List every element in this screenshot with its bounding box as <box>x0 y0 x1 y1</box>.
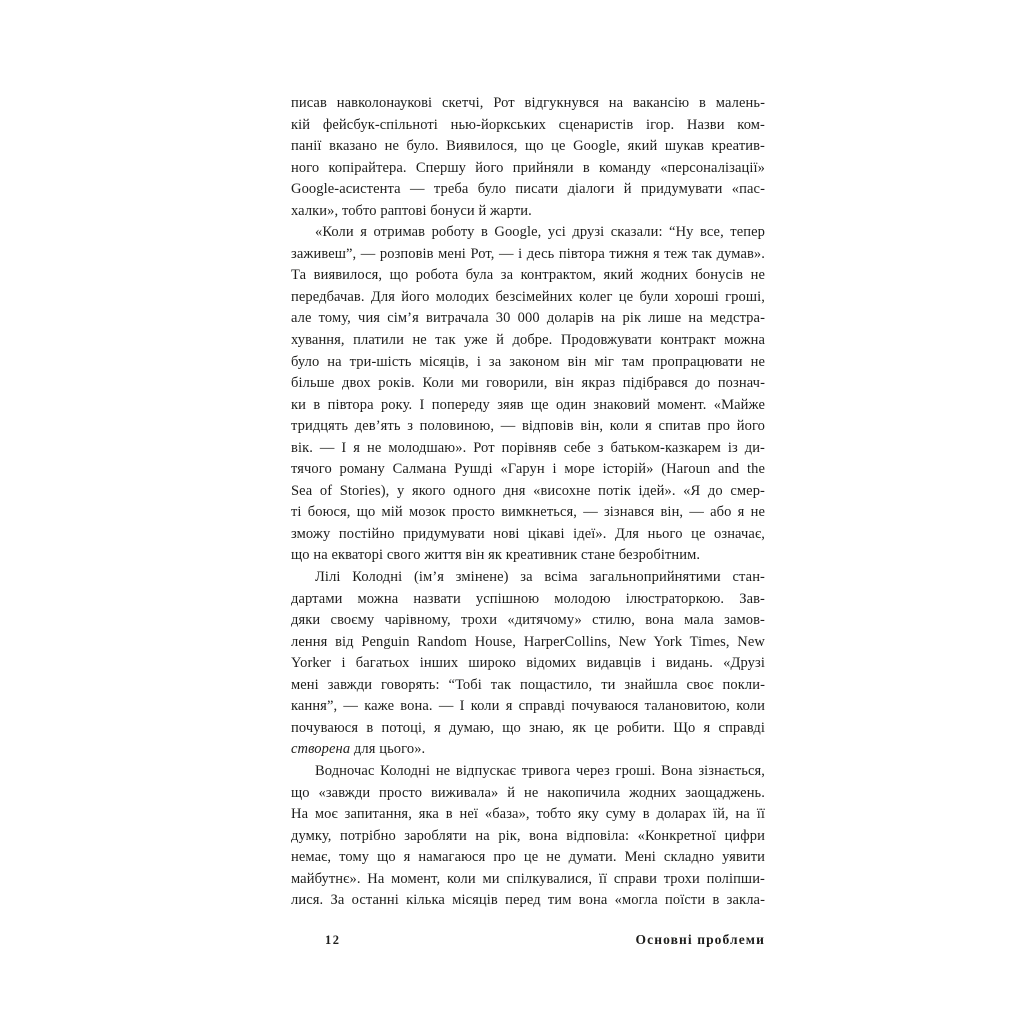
text-line: що на екваторі свого життя він як креативник стане безробітним. <box>291 547 701 564</box>
text-line: передбачав. Для його молодих безсімейних колег це були хороші гроші, <box>291 288 765 305</box>
text-line: лення від Penguin Random House, HarperCollins, New York Times, New <box>291 633 765 650</box>
text-line: було на три-шість місяців, і за законом він міг там пропрацювати не <box>291 353 765 370</box>
text-line: майбутнє». На момент, коли ми спілкувалися, її справи трохи поліпши- <box>291 870 765 887</box>
text-line: панії вказано не було. Виявилося, що це Google, який шукав креатив- <box>291 138 765 155</box>
italic-text-segment: створена <box>291 741 351 758</box>
page-number: 12 <box>325 933 341 947</box>
text-line: лися. За останні кілька місяців перед тим вона «могла поїсти в закла- <box>291 892 765 909</box>
text-line: заживеш”, — розповів мені Рот, — і десь півтора тижня я теж так думав». <box>291 245 765 262</box>
text-line: Та виявилося, що робота була за контрактом, який жодних бонусів не <box>291 267 765 284</box>
text-line: зможу постійно придумувати нові цікаві ідеї». Для нього це означає, <box>291 525 765 542</box>
body-text <box>291 93 765 912</box>
text-segment: для цього». <box>350 741 426 758</box>
text-line: дартами можна назвати успішною молодою ілюстраторкою. Зав- <box>291 590 765 607</box>
text-line: кій фейсбук-спільноті нью-йоркських сценаристів ігор. Назви ком- <box>291 116 765 133</box>
text-line: писав навколонаукові скетчі, Рот відгукнувся на вакансію в малень- <box>291 95 765 111</box>
page-footer <box>291 932 765 948</box>
text-line: На моє запитання, яка в неї «база», тобто яку суму в доларах їй, на її <box>291 806 765 823</box>
text-line: ного копірайтера. Спершу його прийняли в команду «персоналізації» <box>291 159 765 176</box>
text-line: що «завжди просто виживала» й не накопичила жодних заощаджень. <box>291 784 765 801</box>
text-line: ки в півтора року. І попереду зяяв ще один знаковий момент. «Майже <box>291 396 765 413</box>
text-line: тридцять дев’ять з половиною, — відповів він, коли я спитав про його <box>291 418 765 435</box>
text-line: немає, тому що я намагаюся про це не думати. Мені складно уявити <box>291 849 765 866</box>
text-line: але тому, чия сім’я витрачала 30 000 доларів на рік лише на медстра- <box>291 310 765 327</box>
text-line: ті боюся, що мій мозок просто вимкнеться, — зізнався він, — або я не <box>291 504 765 521</box>
text-line: кання”, — каже вона. — І коли я справді почуваюся талановитою, коли <box>291 698 765 715</box>
text-line: Google-асистента — треба було писати діалоги й придумувати «пас- <box>291 181 765 198</box>
text-line: тячого роману Салмана Рушді «Гарун і море історій» (Haroun and the <box>291 461 765 478</box>
text-line: «Коли я отримав роботу в Google, усі друзі сказали: “Ну все, тепер <box>315 224 765 241</box>
text-line: почуваюся в потоці, я думаю, що знаю, як це робити. Що я справді <box>291 719 765 736</box>
text-line: Yorker і багатьох інших широко відомих видавців і видань. «Друзі <box>291 655 765 672</box>
text-line: Лілі Колодні (ім’я змінене) за всіма загальноприйнятими стан- <box>315 569 765 586</box>
text-line: халки», тобто раптові бонуси й жарти. <box>291 202 532 219</box>
text-line: вік. — І я не молодшаю». Рот порівняв себе з батьком-казкарем із ди- <box>291 439 765 456</box>
text-line: Sea of Stories), у якого одного дня «висохне потік ідей». «Я до смер- <box>291 482 765 499</box>
text-line: мені завжди говорять: “Тобі так пощастило, ти знайшла своє покли- <box>291 676 765 693</box>
text-line: хування, платили не так уже й добре. Продовжувати контракт можна <box>291 332 765 349</box>
text-line: Водночас Колодні не відпускає тривога через гроші. Вона зізнається, <box>315 762 765 779</box>
text-line: думку, потрібно заробляти на рік, вона відповіла: «Конкретної цифри <box>291 827 765 844</box>
text-line <box>291 739 765 761</box>
text-line: більше двох років. Коли ми говорили, він якраз підібрався до познач- <box>291 375 765 392</box>
text-line: дяки своєму чарівному, трохи «дитячому» стилю, вона мала замов- <box>291 612 765 629</box>
running-header-section-title: Основні проблеми <box>635 932 765 947</box>
